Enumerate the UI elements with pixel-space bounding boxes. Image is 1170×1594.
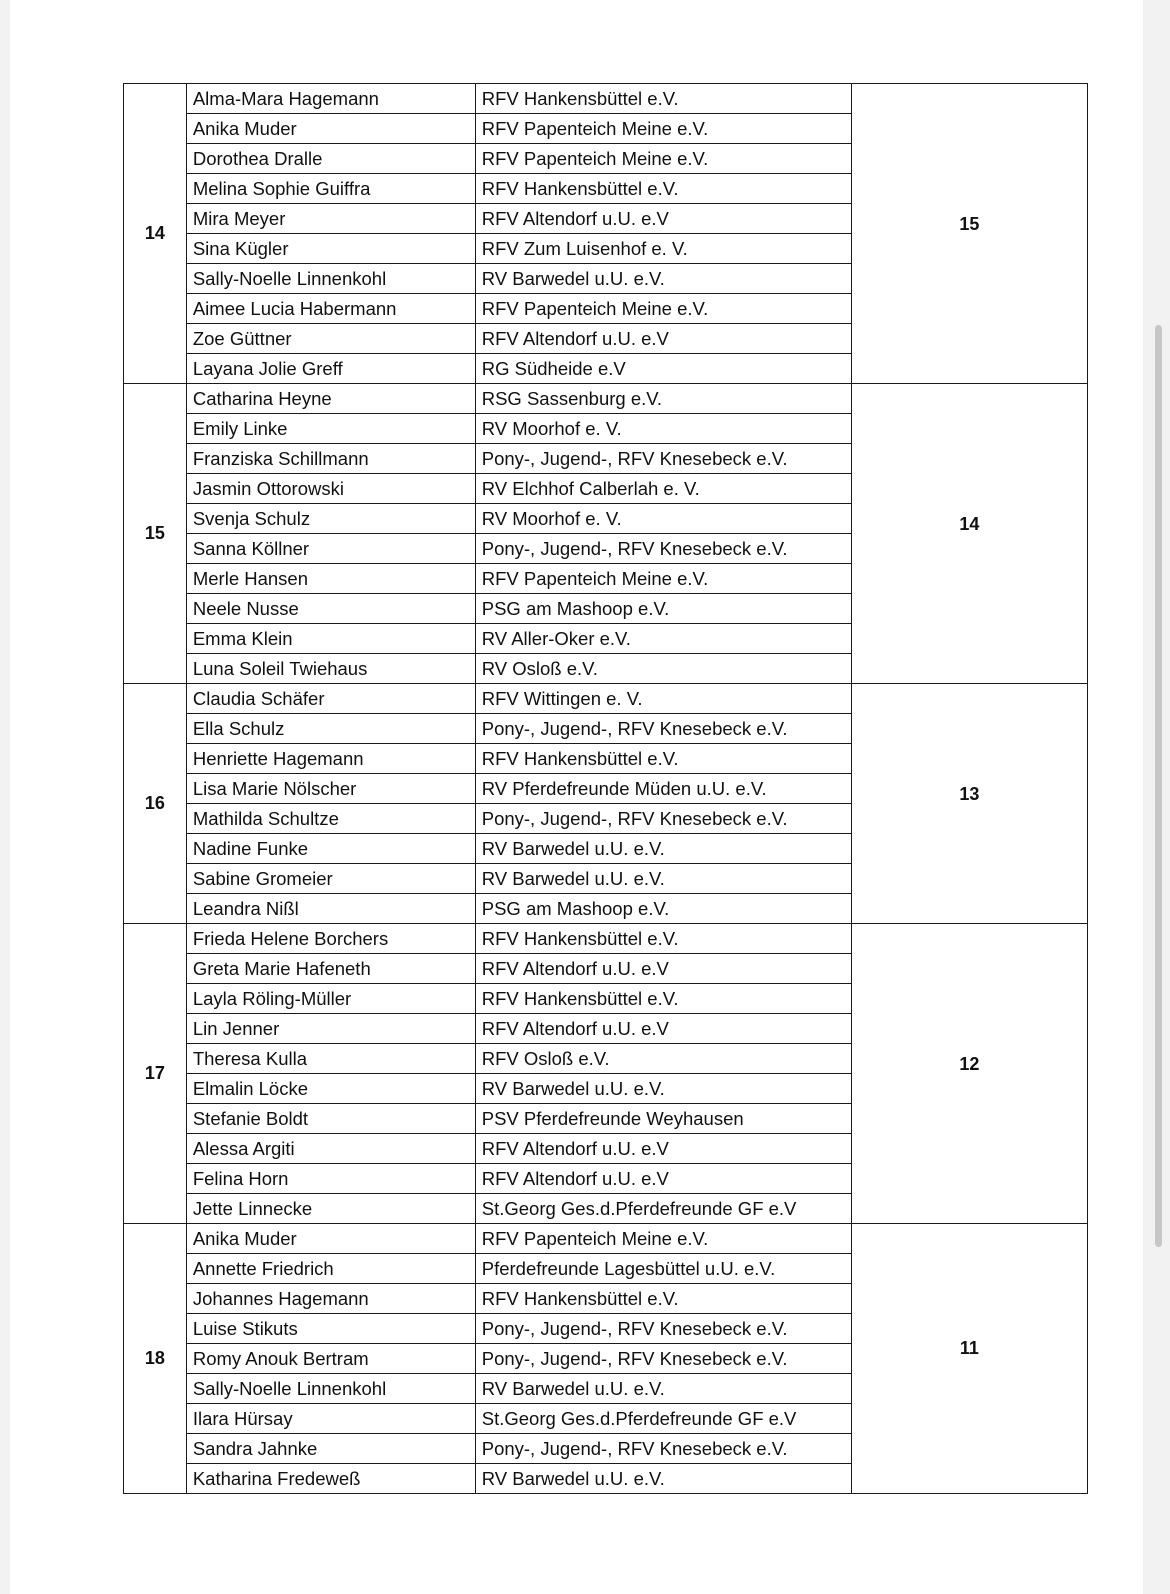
- rider-name: Lisa Marie Nölscher: [186, 774, 475, 804]
- rider-name: Luna Soleil Twiehaus: [186, 654, 475, 684]
- rider-name: Lin Jenner: [186, 1014, 475, 1044]
- rider-name: Sanna Köllner: [186, 534, 475, 564]
- club-name: RFV Wittingen e. V.: [475, 684, 851, 714]
- club-name: RFV Hankensbüttel e.V.: [475, 174, 851, 204]
- rider-name: Anika Muder: [186, 114, 475, 144]
- club-name: RFV Hankensbüttel e.V.: [475, 984, 851, 1014]
- rider-name: Henriette Hagemann: [186, 744, 475, 774]
- points-value: 13: [959, 784, 980, 804]
- points-cell: [851, 84, 1087, 384]
- rider-name: Luise Stikuts: [186, 1314, 475, 1344]
- club-name: PSG am Mashoop e.V.: [475, 594, 851, 624]
- group-number: 17: [124, 924, 187, 1224]
- club-name: RFV Papenteich Meine e.V.: [475, 144, 851, 174]
- rider-name: Jette Linnecke: [186, 1194, 475, 1224]
- rider-name: Mira Meyer: [186, 204, 475, 234]
- rider-name: Sina Kügler: [186, 234, 475, 264]
- results-table: [123, 83, 1088, 1494]
- rider-name: Sandra Jahnke: [186, 1434, 475, 1464]
- club-name: RSG Sassenburg e.V.: [475, 384, 851, 414]
- club-name: RFV Hankensbüttel e.V.: [475, 84, 851, 114]
- club-name: RG Südheide e.V: [475, 354, 851, 384]
- club-name: Pony-, Jugend-, RFV Knesebeck e.V.: [475, 444, 851, 474]
- club-name: Pony-, Jugend-, RFV Knesebeck e.V.: [475, 804, 851, 834]
- rider-name: Aimee Lucia Habermann: [186, 294, 475, 324]
- rider-name: Katharina Fredeweß: [186, 1464, 475, 1494]
- club-name: RFV Papenteich Meine e.V.: [475, 1224, 851, 1254]
- group-number: 14: [124, 84, 187, 384]
- club-name: PSG am Mashoop e.V.: [475, 894, 851, 924]
- group-number: 16: [124, 684, 187, 924]
- table-row: [124, 84, 1088, 114]
- scrollbar-thumb[interactable]: [1155, 325, 1162, 1247]
- rider-name: Johannes Hagemann: [186, 1284, 475, 1314]
- club-name: RFV Altendorf u.U. e.V: [475, 204, 851, 234]
- rider-name: Ilara Hürsay: [186, 1404, 475, 1434]
- club-name: RV Osloß e.V.: [475, 654, 851, 684]
- club-name: RFV Papenteich Meine e.V.: [475, 114, 851, 144]
- rider-name: Dorothea Dralle: [186, 144, 475, 174]
- rider-name: Catharina Heyne: [186, 384, 475, 414]
- club-name: Pony-, Jugend-, RFV Knesebeck e.V.: [475, 1344, 851, 1374]
- club-name: RV Pferdefreunde Müden u.U. e.V.: [475, 774, 851, 804]
- club-name: RFV Altendorf u.U. e.V: [475, 1014, 851, 1044]
- table-row: [124, 924, 1088, 954]
- club-name: Pony-, Jugend-, RFV Knesebeck e.V.: [475, 1434, 851, 1464]
- table-row: [124, 684, 1088, 714]
- rider-name: Sally-Noelle Linnenkohl: [186, 1374, 475, 1404]
- club-name: PSV Pferdefreunde Weyhausen: [475, 1104, 851, 1134]
- rider-name: Melina Sophie Guiffra: [186, 174, 475, 204]
- rider-name: Sabine Gromeier: [186, 864, 475, 894]
- group-number: 15: [124, 384, 187, 684]
- rider-name: Frieda Helene Borchers: [186, 924, 475, 954]
- document-page: [10, 0, 1143, 1594]
- club-name: RFV Hankensbüttel e.V.: [475, 1284, 851, 1314]
- rider-name: Nadine Funke: [186, 834, 475, 864]
- table-row: [124, 384, 1088, 414]
- club-name: RV Elchhof Calberlah e. V.: [475, 474, 851, 504]
- rider-name: Theresa Kulla: [186, 1044, 475, 1074]
- rider-name: Zoe Güttner: [186, 324, 475, 354]
- rider-name: Alessa Argiti: [186, 1134, 475, 1164]
- scrollbar[interactable]: [1152, 0, 1164, 1594]
- club-name: RV Moorhof e. V.: [475, 504, 851, 534]
- rider-name: Alma-Mara Hagemann: [186, 84, 475, 114]
- rider-name: Ella Schulz: [186, 714, 475, 744]
- club-name: RFV Papenteich Meine e.V.: [475, 294, 851, 324]
- club-name: RFV Altendorf u.U. e.V: [475, 954, 851, 984]
- rider-name: Claudia Schäfer: [186, 684, 475, 714]
- club-name: St.Georg Ges.d.Pferdefreunde GF e.V: [475, 1404, 851, 1434]
- rider-name: Annette Friedrich: [186, 1254, 475, 1284]
- club-name: Pony-, Jugend-, RFV Knesebeck e.V.: [475, 534, 851, 564]
- club-name: Pony-, Jugend-, RFV Knesebeck e.V.: [475, 714, 851, 744]
- club-name: RV Barwedel u.U. e.V.: [475, 1374, 851, 1404]
- club-name: RV Barwedel u.U. e.V.: [475, 1464, 851, 1494]
- rider-name: Stefanie Boldt: [186, 1104, 475, 1134]
- rider-name: Sally-Noelle Linnenkohl: [186, 264, 475, 294]
- club-name: RFV Hankensbüttel e.V.: [475, 744, 851, 774]
- points-value: 11: [959, 1338, 979, 1358]
- points-value: 14: [959, 514, 980, 534]
- club-name: RV Barwedel u.U. e.V.: [475, 864, 851, 894]
- table-row: [124, 1224, 1088, 1254]
- rider-name: Mathilda Schultze: [186, 804, 475, 834]
- club-name: RFV Hankensbüttel e.V.: [475, 924, 851, 954]
- club-name: RV Barwedel u.U. e.V.: [475, 264, 851, 294]
- club-name: Pferdefreunde Lagesbüttel u.U. e.V.: [475, 1254, 851, 1284]
- club-name: RFV Altendorf u.U. e.V: [475, 1134, 851, 1164]
- club-name: RFV Papenteich Meine e.V.: [475, 564, 851, 594]
- rider-name: Neele Nusse: [186, 594, 475, 624]
- club-name: RV Barwedel u.U. e.V.: [475, 1074, 851, 1104]
- points-cell: [851, 684, 1087, 924]
- rider-name: Emily Linke: [186, 414, 475, 444]
- points-value: 15: [959, 214, 980, 234]
- club-name: RFV Osloß e.V.: [475, 1044, 851, 1074]
- rider-name: Merle Hansen: [186, 564, 475, 594]
- club-name: RV Moorhof e. V.: [475, 414, 851, 444]
- rider-name: Franziska Schillmann: [186, 444, 475, 474]
- rider-name: Emma Klein: [186, 624, 475, 654]
- club-name: RFV Altendorf u.U. e.V: [475, 1164, 851, 1194]
- points-cell: [851, 924, 1087, 1224]
- group-number: 18: [124, 1224, 187, 1494]
- rider-name: Anika Muder: [186, 1224, 475, 1254]
- rider-name: Romy Anouk Bertram: [186, 1344, 475, 1374]
- rider-name: Layana Jolie Greff: [186, 354, 475, 384]
- points-cell: [851, 1224, 1087, 1494]
- rider-name: Elmalin Löcke: [186, 1074, 475, 1104]
- rider-name: Layla Röling-Müller: [186, 984, 475, 1014]
- rider-name: Svenja Schulz: [186, 504, 475, 534]
- club-name: RFV Zum Luisenhof e. V.: [475, 234, 851, 264]
- results-table-body: [124, 84, 1088, 1494]
- club-name: Pony-, Jugend-, RFV Knesebeck e.V.: [475, 1314, 851, 1344]
- rider-name: Felina Horn: [186, 1164, 475, 1194]
- points-cell: [851, 384, 1087, 684]
- points-value: 12: [959, 1054, 980, 1074]
- club-name: RV Aller-Oker e.V.: [475, 624, 851, 654]
- rider-name: Jasmin Ottorowski: [186, 474, 475, 504]
- club-name: RFV Altendorf u.U. e.V: [475, 324, 851, 354]
- club-name: RV Barwedel u.U. e.V.: [475, 834, 851, 864]
- rider-name: Leandra Nißl: [186, 894, 475, 924]
- rider-name: Greta Marie Hafeneth: [186, 954, 475, 984]
- club-name: St.Georg Ges.d.Pferdefreunde GF e.V: [475, 1194, 851, 1224]
